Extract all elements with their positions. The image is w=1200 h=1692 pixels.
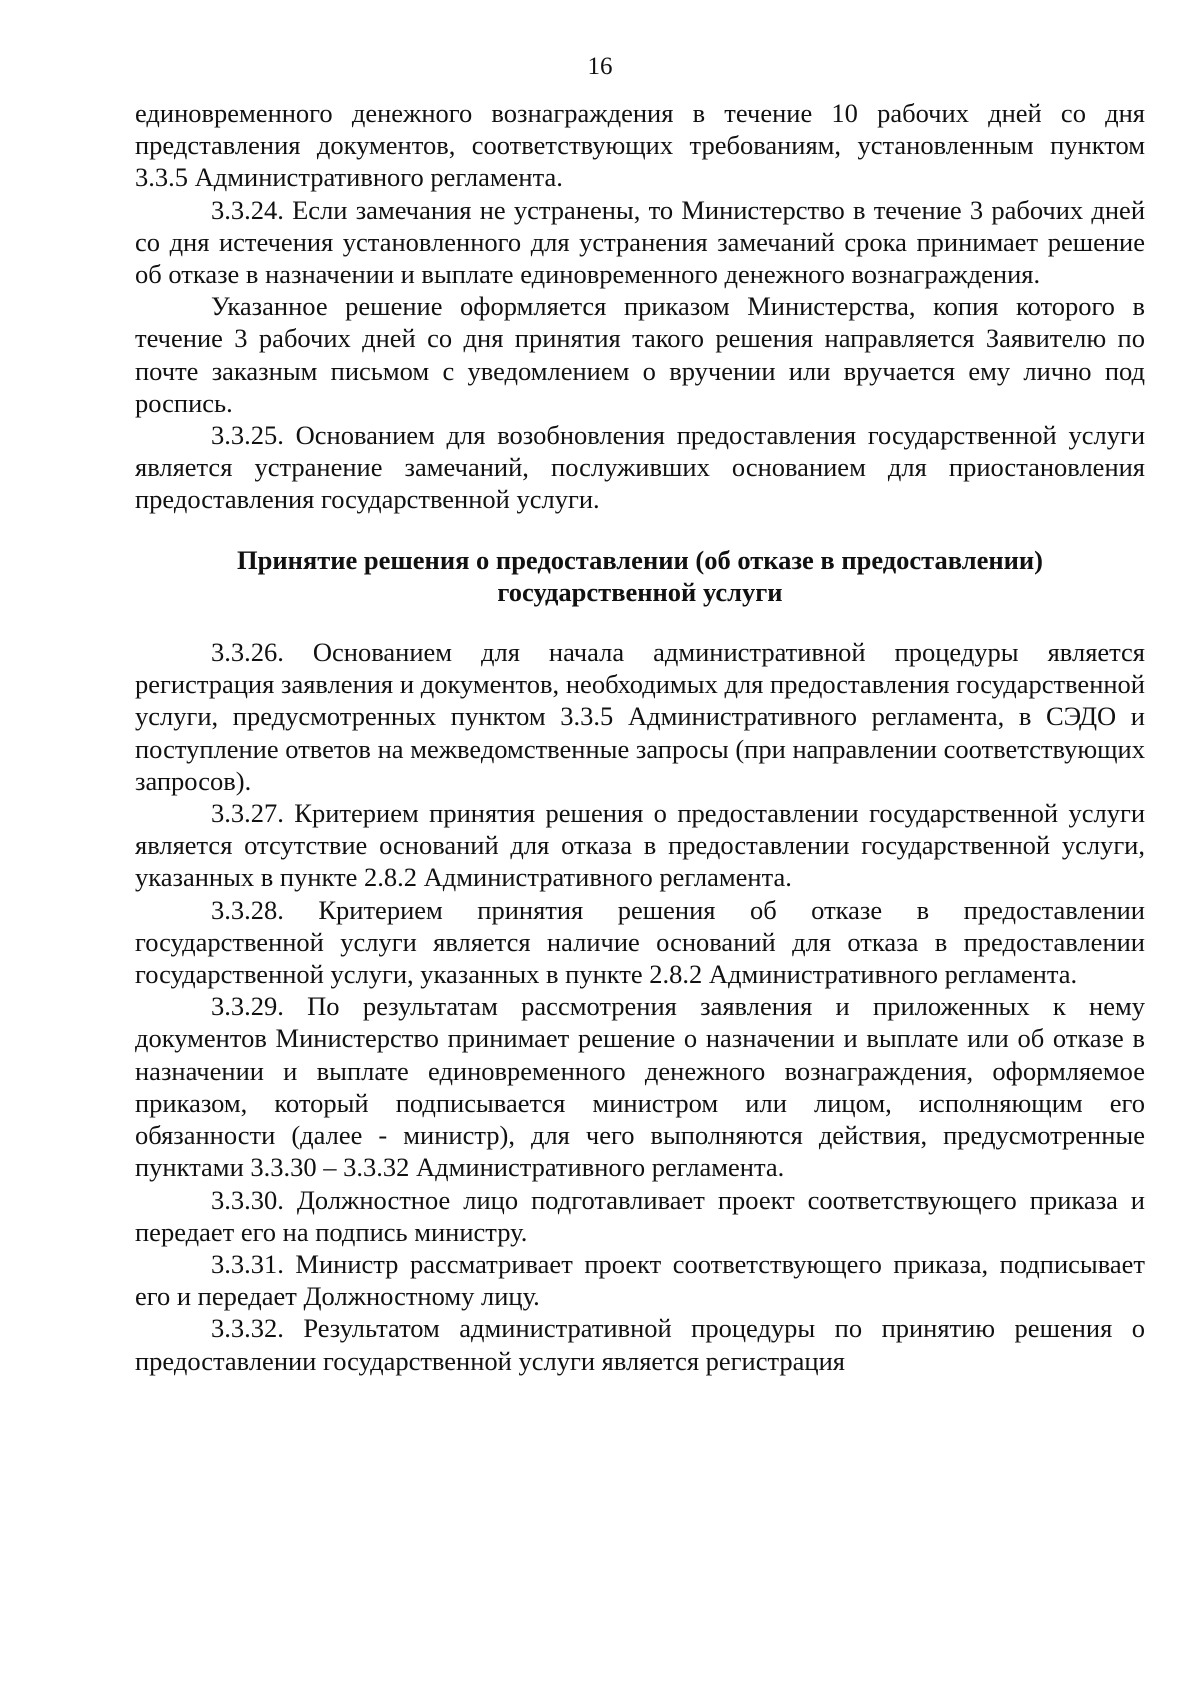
section-heading-line-2: государственной услуги (497, 576, 783, 607)
paragraph-3-3-32: 3.3.32. Результатом административной процедуры по принятию решения о предоставлении государственной услуги является регистрация (135, 1313, 1145, 1376)
paragraph-3-3-31: 3.3.31. Министр рассматривает проект соответствующего приказа, подписывает его и передает Должностному лицу. (135, 1248, 1145, 1312)
document-body (135, 97, 1145, 1377)
paragraph-3-3-25: 3.3.25. Основанием для возобновления предоставления государственной услуги является устранение замечаний, послуживших основанием для приостановления предоставления государственной услуги. (135, 420, 1145, 515)
paragraph-3-3-30: 3.3.30. Должностное лицо подготавливает проект соответствующего приказа и передает его на подпись министру. (135, 1184, 1145, 1247)
paragraph-continuation: единовременного денежного вознаграждения в течение 10 рабочих дней со дня представления документов, соответствующих требованиям, установленным пунктом 3.3.5 Административного регламента. (135, 98, 1145, 193)
paragraph-3-3-24: 3.3.24. Если замечания не устранены, то Министерство в течение 3 рабочих дней со дня истечения установленного для устранения замечаний срока принимает решение об отказе в назначении и выплате единовременного денежного вознаграждения. (135, 194, 1145, 290)
paragraph-3-3-29: 3.3.29. По результатам рассмотрения заявления и приложенных к нему документов Министерство принимает решение о назначении и выплате или об отказе в назначении и выплате единовременного денежного вознаграждения, оформляемое приказом, который подписывается министром или лицом, исполняющим его обязанности (далее - министр), для чего выполняются действия, предусмотренные пунктами 3.3.30 – 3.3.32 Административного регламента. (135, 991, 1145, 1183)
page-number: 16 (587, 53, 613, 80)
paragraph-decision-order: Указанное решение оформляется приказом Министерства, копия которого в течение 3 рабочих дней со дня принятия такого решения направляется Заявителю по почте заказным письмом с уведомлением о вручении или вручается ему лично под роспись. (135, 291, 1145, 418)
section-heading-line-1: Принятие решения о предоставлении (об отказе в предоставлении) (237, 544, 1043, 575)
paragraph-3-3-27: 3.3.27. Критерием принятия решения о предоставлении государственной услуги является отсутствие оснований для отказа в предоставлении государственной услуги, указанных в пункте 2.8.2 Административного регламента. (135, 798, 1145, 893)
paragraph-3-3-28: 3.3.28. Критерием принятия решения об отказе в предоставлении государственной услуги является наличие оснований для отказа в предоставлении государственной услуги, указанных в пункте 2.8.2 Административного регламента. (135, 894, 1145, 990)
section-heading (135, 544, 1145, 608)
paragraph-3-3-26: 3.3.26. Основанием для начала административной процедуры является регистрация заявления и документов, необходимых для предоставления государственной услуги, предусмотренных пунктом 3.3.5 Административного регламента, в СЭДО и поступление ответов на межведомственные запросы (при направлении соответствующих запросов). (135, 637, 1145, 796)
